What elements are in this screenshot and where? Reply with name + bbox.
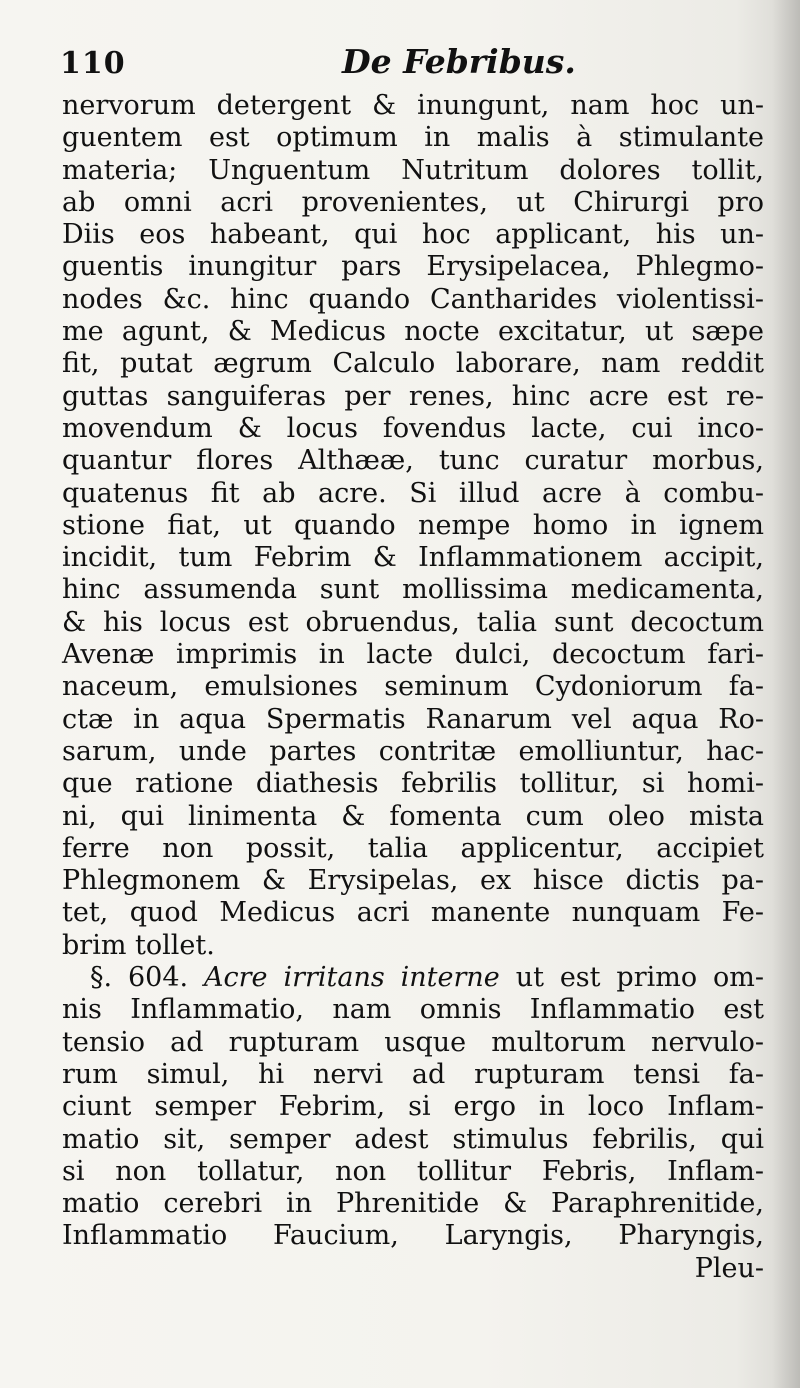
section-line: ciunt semper Febrim, si ergo in loco Inflam- <box>62 1091 764 1123</box>
text-line: guentis inungitur pars Erysipelacea, Phlegmo- <box>62 251 764 283</box>
section-heading: Acre irritans interne <box>204 962 500 994</box>
text-line: fit, putat ægrum Calculo laborare, nam reddit <box>62 348 764 380</box>
text-line: me agunt, & Medicus nocte excitatur, ut sæpe <box>62 316 764 348</box>
text-line: nervorum detergent & inungunt, nam hoc un- <box>62 90 764 121</box>
catchword: Pleu- <box>694 1252 764 1284</box>
section-line: rum simul, hi nervi ad rupturam tensi fa- <box>62 1058 764 1090</box>
text-line: quantur flores Althææ, tunc curatur morbus, <box>62 445 764 477</box>
text-line: sarum, unde partes contritæ emolliuntur, hac- <box>62 735 764 767</box>
section-line: matio cerebri in Phrenitide & Paraphrenitide, <box>62 1188 764 1220</box>
text-line: ferre non possit, talia applicentur, accipiet <box>62 832 764 864</box>
section-line: nis Inflammatio, nam omnis Inflammatio est <box>62 994 764 1026</box>
text-line: brim tollet. <box>62 929 215 961</box>
section-number: §. 604. <box>90 962 189 994</box>
text-line: naceum, emulsiones seminum Cydoniorum fa- <box>62 671 764 703</box>
body-text <box>62 90 764 1285</box>
text-line: materia; Unguentum Nutritum dolores tollit, <box>62 154 764 186</box>
text-line: Phlegmonem & Erysipelas, ex hisce dictis pa- <box>62 865 764 897</box>
text-line: Avenæ imprimis in lacte dulci, decoctum fari- <box>62 639 764 671</box>
text-line: guentem est optimum in malis à stimulante <box>62 122 764 154</box>
text-line: tet, quod Medicus acri manente nunquam Fe- <box>62 897 764 929</box>
text-line: ni, qui linimenta & fomenta cum oleo mista <box>62 800 764 832</box>
section-line: tensio ad rupturam usque multorum nervulo- <box>62 1026 764 1058</box>
section-first-line <box>62 962 764 994</box>
text-line: Diis eos habeant, qui hoc applicant, his un- <box>62 219 764 251</box>
text-line: incidit, tum Febrim & Inflammationem accipit, <box>62 542 764 574</box>
page-header <box>60 38 760 88</box>
text-line: & his locus est obruendus, talia sunt decoctum <box>62 606 764 638</box>
text-line: hinc assumenda sunt mollissima medicamenta, <box>62 574 764 606</box>
text-line: nodes &c. hinc quando Cantharides violentissi- <box>62 283 764 315</box>
section-first-line-rest: ut est primo om- <box>515 962 764 994</box>
text-line: movendum & locus fovendus lacte, cui inco- <box>62 412 764 444</box>
text-line: quatenus fit ab acre. Si illud acre à combu- <box>62 477 764 509</box>
text-line: stione fiat, ut quando nempe homo in ignem <box>62 509 764 541</box>
section-line: Inflammatio Faucium, Laryngis, Pharyngis, <box>62 1220 764 1252</box>
page-number: 110 <box>60 46 126 81</box>
page-edge-shadow <box>772 0 800 1388</box>
text-line: que ratione diathesis febrilis tollitur, si homi- <box>62 768 764 800</box>
running-head: De Febribus. <box>342 42 576 81</box>
section-line: si non tollatur, non tollitur Febris, Inflam- <box>62 1155 764 1187</box>
text-line: ctæ in aqua Spermatis Ranarum vel aqua Ro- <box>62 703 764 735</box>
text-line: ab omni acri provenientes, ut Chirurgi pro <box>62 186 764 218</box>
text-line: guttas sanguiferas per renes, hinc acre est re- <box>62 380 764 412</box>
section-line: matio sit, semper adest stimulus febrilis, qui <box>62 1123 764 1155</box>
